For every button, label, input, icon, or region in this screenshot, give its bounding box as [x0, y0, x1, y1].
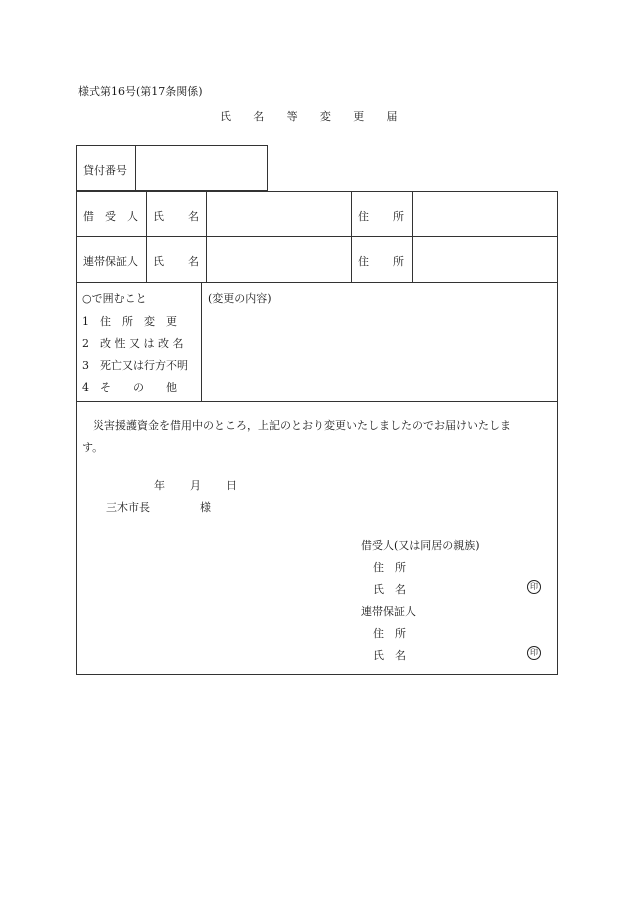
- divider: [76, 282, 558, 283]
- guarantor-signature-heading: 連帯保証人: [361, 605, 416, 618]
- guarantor-role-label: 連帯保証人: [83, 255, 138, 268]
- divider: [201, 282, 202, 401]
- date-year: 年: [154, 479, 165, 492]
- options-heading: ○で囲むこと: [82, 292, 147, 305]
- borrower-signature-heading: 借受人(又は同居の親族): [361, 539, 480, 552]
- date-month: 月: [190, 479, 201, 492]
- guarantor-address-label: 住 所: [358, 255, 404, 268]
- form-number: 様式第16号(第17条関係): [78, 85, 203, 98]
- divider: [76, 236, 558, 237]
- seal-icon: 印: [527, 646, 541, 660]
- title-char: 変: [319, 110, 331, 123]
- guarantor-name-label: 氏 名: [153, 255, 199, 268]
- loan-number-field[interactable]: [137, 147, 265, 189]
- title-char: 等: [286, 110, 298, 123]
- borrower-name-field[interactable]: [208, 193, 349, 234]
- option-item[interactable]: 4 そ の 他: [82, 381, 177, 394]
- divider: [412, 191, 413, 282]
- guarantor-address-field[interactable]: [414, 238, 556, 280]
- date-day: 日: [226, 479, 237, 492]
- divider: [76, 401, 558, 402]
- addressee-honorific: 様: [200, 501, 211, 514]
- title-char: 名: [253, 110, 265, 123]
- borrower-role-label: 借 受 人: [83, 210, 138, 223]
- declaration-line: す。: [82, 441, 104, 454]
- title-char: 氏: [220, 110, 231, 123]
- option-item[interactable]: 1 住 所 変 更: [82, 315, 177, 328]
- title-char: 更: [353, 110, 365, 123]
- declaration-body: [82, 415, 552, 459]
- seal-icon: 印: [527, 580, 541, 594]
- divider: [206, 191, 207, 282]
- title-char: 届: [386, 110, 398, 123]
- borrower-name-label: 氏 名: [153, 210, 199, 223]
- guarantor-name-field[interactable]: [208, 238, 349, 280]
- addressee: 三木市長: [106, 501, 150, 514]
- declaration-line: 災害援護資金を借用中のところ，上記のとおり変更いたしましたのでお届けいたしま: [93, 419, 511, 432]
- divider: [135, 145, 136, 191]
- change-content-field[interactable]: [204, 306, 556, 399]
- borrower-signature-name: 氏 名: [373, 583, 406, 596]
- form-title: [220, 108, 420, 124]
- option-item[interactable]: 2 改 性 又 は 改 名: [82, 337, 184, 350]
- borrower-signature-address: 住 所: [373, 561, 406, 574]
- option-item[interactable]: 3 死亡又は行方不明: [82, 359, 188, 372]
- divider: [351, 191, 352, 282]
- loan-number-label: 貸付番号: [83, 164, 127, 177]
- borrower-address-label: 住 所: [358, 210, 404, 223]
- guarantor-signature-name: 氏 名: [373, 649, 406, 662]
- change-content-label: (変更の内容): [208, 292, 272, 305]
- divider: [146, 191, 147, 282]
- borrower-address-field[interactable]: [414, 193, 556, 234]
- guarantor-signature-address: 住 所: [373, 627, 406, 640]
